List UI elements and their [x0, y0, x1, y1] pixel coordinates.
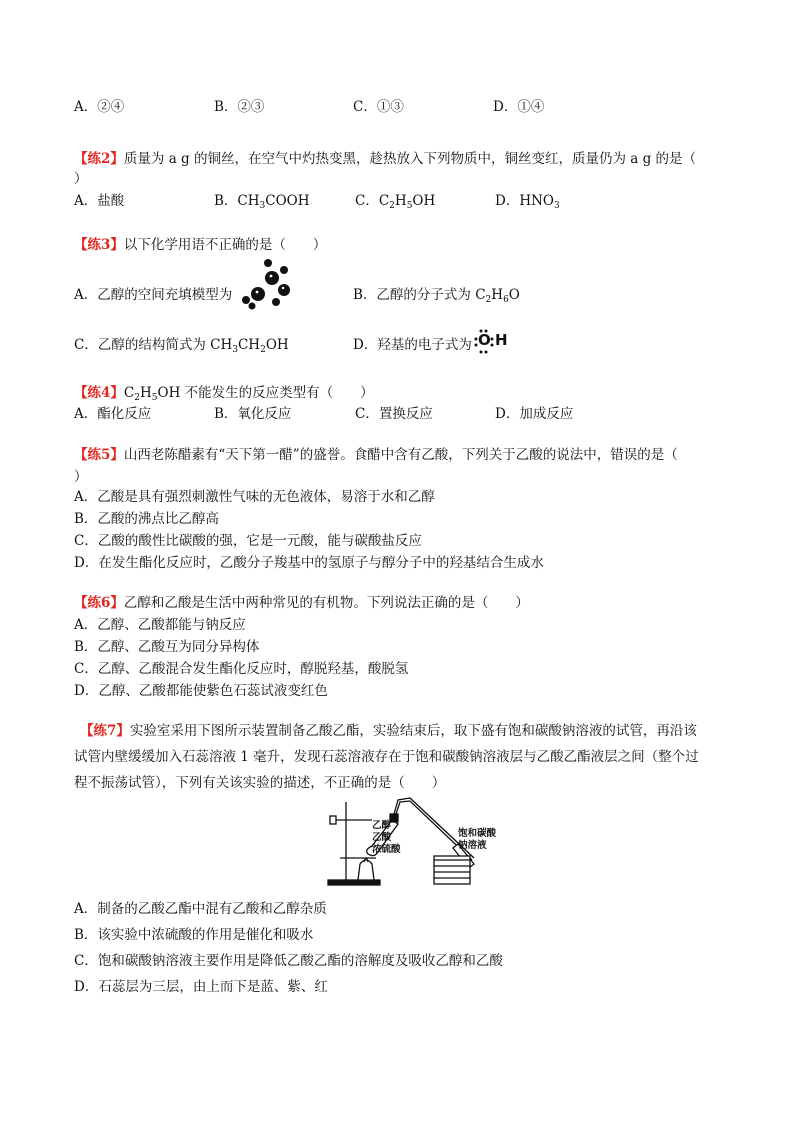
q3-stem-text: 以下化学用语不正确的是（ ） — [123, 237, 327, 253]
q6-option-d: D．乙醇、乙酸都能使紫色石蕊试液变红色 — [74, 683, 328, 699]
q7-stem-line1: 【练7】实验室采用下图所示装置制备乙酸乙酯，实验结束后，取下盛有饱和碳酸钠溶液的试管，再沿该 — [80, 723, 697, 739]
q7-option-b: B．该实验中浓硫酸的作用是催化和吸水 — [74, 927, 314, 943]
q4-option-a: A．酯化反应 — [74, 406, 152, 422]
q2-stem-close: ） — [74, 171, 88, 187]
q1-option-d: D．①④ — [493, 99, 545, 115]
q3-option-d: D．羟基的电子式为 — [353, 337, 472, 353]
q3-option-a: A．乙醇的空间充填模型为 — [74, 287, 233, 303]
q5-option-c: C．乙酸的酸性比碳酸的强，它是一元酸，能与碳酸盐反应 — [74, 533, 422, 549]
ester-preparation-apparatus — [326, 796, 512, 888]
q4-option-d: D．加成反应 — [495, 406, 574, 422]
q4-option-c: C．置换反应 — [355, 406, 433, 422]
q4-stem: 【练4】$C_2H_5OH$ 不能发生的反应类型有（ ） — [74, 385, 374, 403]
q6-option-b: B．乙醇、乙酸互为同分异构体 — [74, 639, 260, 655]
q1-option-a: A．②④ — [74, 99, 125, 115]
apparatus-label-left: 乙醇 乙酸 浓硫酸 — [372, 820, 401, 855]
hydroxyl-electron-formula — [473, 326, 513, 354]
q2-option-c: C．$C_2H_5OH$ — [355, 193, 436, 211]
q2-option-a: A．盐酸 — [74, 193, 125, 209]
q3-option-b: B．乙醇的分子式为 $C_2H_6O$ — [353, 287, 520, 305]
electron-o: O — [478, 331, 491, 349]
electron-h: H — [495, 331, 508, 349]
q4-option-b: B．氧化反应 — [214, 406, 292, 422]
apparatus-label-right: 饱和碳酸 钠溶液 — [458, 828, 497, 851]
q7-option-c: C．饱和碳酸钠溶液主要作用是降低乙酸乙酯的溶解度及吸收乙醇和乙酸 — [74, 953, 503, 969]
q6-tag: 【练6】 — [74, 595, 124, 611]
q2-stem — [74, 150, 696, 168]
q5-option-b: B．乙酸的沸点比乙醇高 — [74, 511, 219, 527]
q3-stem — [74, 236, 326, 254]
q2-option-b: B．$CH_3COOH$ — [214, 193, 310, 211]
q2-option-d: D．$HNO_3$ — [495, 193, 560, 211]
q3-tag: 【练3】 — [74, 237, 124, 253]
q7-option-d: D．石蕊层为三层，由上而下是蓝、紫、红 — [74, 979, 328, 995]
q2-stem-text: 质量为 a g 的铜丝，在空气中灼热变黑，趁热放入下列物质中，铜丝变红，质量仍为 a g 的是（ — [123, 151, 697, 167]
q1-option-c: C．①③ — [353, 99, 404, 115]
ethanol-space-filling-model — [238, 258, 302, 310]
q7-option-a: A．制备的乙酸乙酯中混有乙酸和乙醇杂质 — [74, 901, 327, 917]
q7-stem-line2: 试管内壁缓缓加入石蕊溶液 1 毫升，发现石蕊溶液存在于饱和碳酸钠溶液层与乙酸乙酯液层之间（整个过 — [74, 749, 699, 765]
q5-stem: 【练5】山西老陈醋素有“天下第一醋”的盛誉。食醋中含有乙酸，下列关于乙酸的说法中，错误的是（ — [74, 447, 678, 463]
q5-option-d: D．在发生酯化反应时，乙酸分子羧基中的氢原子与醇分子中的羟基结合生成水 — [74, 555, 544, 571]
q7-stem-line3: 程不振荡试管），下列有关该实验的描述，不正确的是（ ） — [74, 775, 446, 791]
q7-tag: 【练7】 — [80, 723, 130, 739]
q6-option-a: A．乙醇、乙酸都能与钠反应 — [74, 617, 246, 633]
q3-option-c: C．乙醇的结构简式为 $CH_3CH_2OH$ — [74, 337, 289, 355]
q6-stem: 【练6】乙醇和乙酸是生活中两种常见的有机物。下列说法正确的是（ ） — [74, 595, 529, 611]
q2-tag: 【练2】 — [74, 151, 124, 167]
q5-stem-close: ） — [74, 469, 88, 485]
q4-tag: 【练4】 — [74, 385, 124, 401]
q5-option-a: A．乙酸是具有强烈刺激性气味的无色液体，易溶于水和乙醇 — [74, 489, 435, 505]
q1-option-b: B．②③ — [214, 99, 265, 115]
q6-option-c: C．乙醇、乙酸混合发生酯化反应时，醇脱羟基，酸脱氢 — [74, 661, 409, 677]
q5-tag: 【练5】 — [74, 447, 124, 463]
